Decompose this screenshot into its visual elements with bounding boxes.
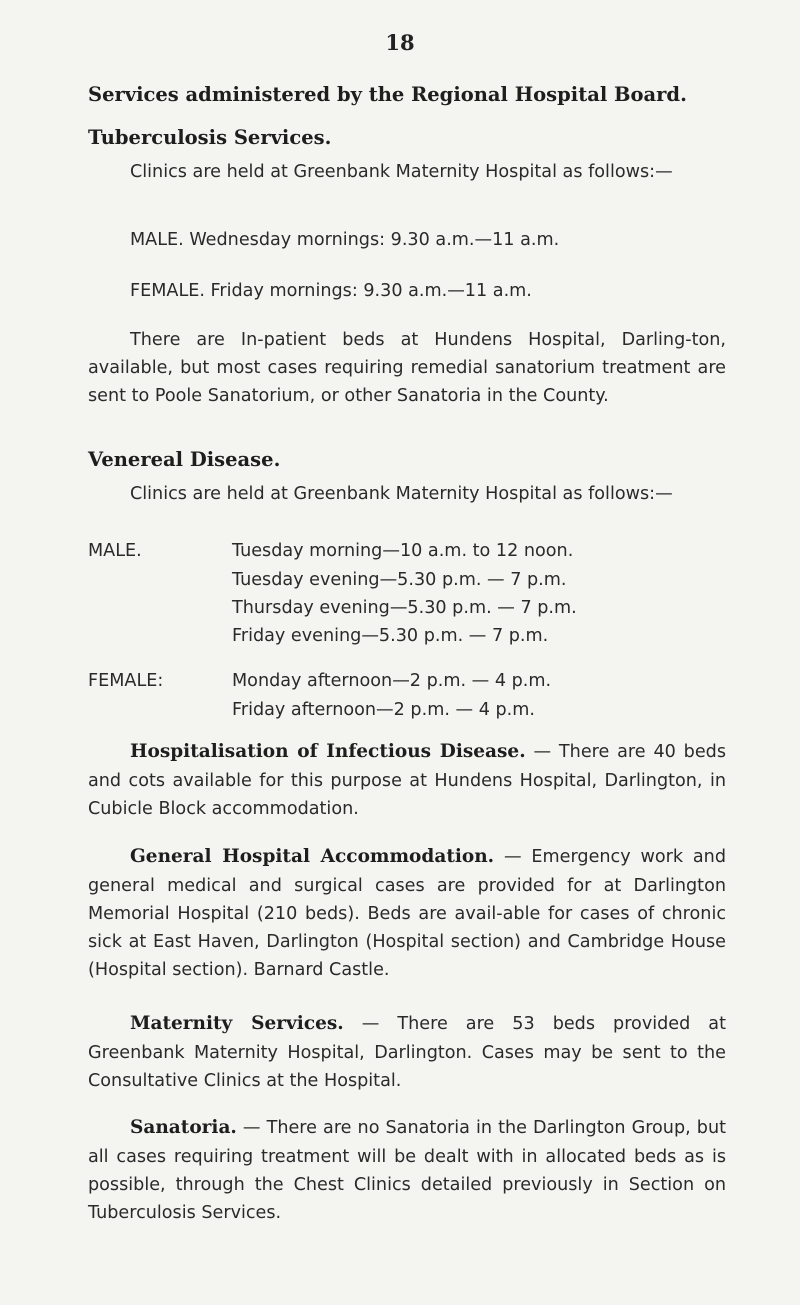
page-title: Services administered by the Regional Hospital Board.	[88, 83, 687, 106]
vd-male-session: Tuesday evening—5.30 p.m. — 7 p.m.	[232, 570, 567, 590]
tb-inpatient-paragraph: There are In-patient beds at Hundens Hospital, Darling-ton, available, but most cases requiring remedial sanatorium treatment are sent to Poole Sanatorium, or other Sanatoria in the County.	[88, 330, 726, 407]
vd-male-session: Thursday evening—5.30 p.m. — 7 p.m.	[232, 598, 577, 618]
venereal-intro: Clinics are held at Greenbank Maternity Hospital as follows:—	[130, 484, 673, 504]
venereal-heading: Venereal Disease.	[88, 448, 281, 471]
general-hospital-heading: General Hospital Accommodation.	[130, 846, 495, 867]
hospitalisation-paragraph	[88, 737, 726, 823]
sanatoria-heading: Sanatoria.	[130, 1117, 237, 1138]
tuberculosis-intro: Clinics are held at Greenbank Maternity Hospital as follows:—	[130, 162, 673, 182]
vd-female-session: Monday afternoon—2 p.m. — 4 p.m.	[232, 671, 552, 691]
tuberculosis-heading: Tuberculosis Services.	[88, 126, 332, 149]
maternity-text: — There are 53 beds provided at Greenbank Maternity Hospital, Darlington. Cases may be sent to the Consultative Clinics at the Hospital.	[88, 1014, 726, 1091]
general-hospital-text: — Emergency work and general medical and surgical cases are provided for at Darlington Memorial Hospital (210 beds). Beds are avail-able for cases of chronic sick at East Haven, Darlington (Hospital section) and Cambridge House (Hospital section). Barnard Castle.	[88, 847, 726, 981]
vd-male-label: MALE.	[88, 541, 142, 561]
maternity-paragraph	[88, 1009, 726, 1095]
hospitalisation-text: — There are 40 beds and cots available for this purpose at Hundens Hospital, Darlington, in Cubicle Block accommodation.	[88, 742, 726, 819]
hospitalisation-heading: Hospitalisation of Infectious Disease.	[130, 741, 526, 762]
vd-male-session: Friday evening—5.30 p.m. — 7 p.m.	[232, 626, 549, 646]
sanatoria-paragraph	[88, 1113, 726, 1227]
maternity-heading: Maternity Services.	[130, 1013, 344, 1034]
general-hospital-paragraph	[88, 842, 726, 984]
vd-male-session: Tuesday morning—10 a.m. to 12 noon.	[232, 541, 574, 561]
tb-female-schedule: FEMALE. Friday mornings: 9.30 a.m.—11 a.m.	[130, 281, 532, 301]
vd-female-session: Friday afternoon—2 p.m. — 4 p.m.	[232, 700, 535, 720]
tb-male-schedule: MALE. Wednesday mornings: 9.30 a.m.—11 a.m.	[130, 230, 560, 250]
sanatoria-text: — There are no Sanatoria in the Darlington Group, but all cases requiring treatment will be dealt with in allocated beds as is possible, through the Chest Clinics detailed previously in Section on Tuberculosis Services.	[88, 1118, 726, 1223]
vd-female-label: FEMALE:	[88, 671, 164, 691]
page-number: 18	[385, 30, 415, 55]
